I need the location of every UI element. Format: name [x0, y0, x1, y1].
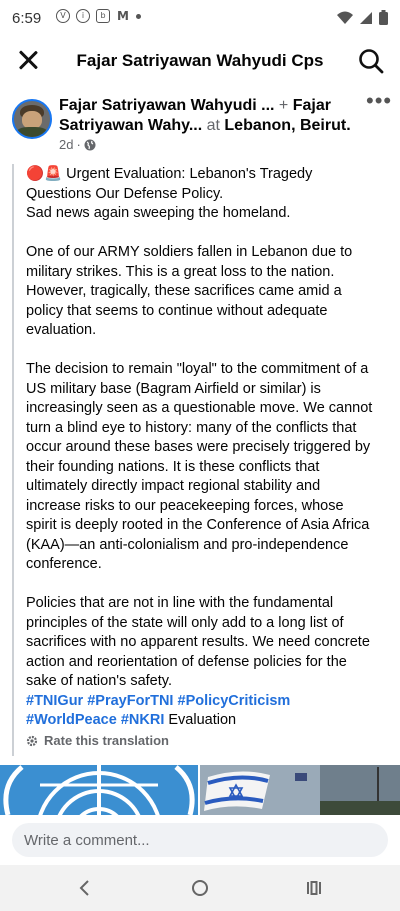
home-icon[interactable]: [191, 879, 209, 897]
back-icon[interactable]: [76, 879, 94, 897]
hashtag-link[interactable]: #PolicyCriticism: [177, 692, 291, 709]
post-images: [0, 765, 400, 815]
post-meta: [59, 137, 96, 152]
author-name[interactable]: Fajar Satriyawan Wahyudi ...: [59, 97, 275, 114]
translation-quote-bar: [12, 164, 14, 756]
wifi-icon: [337, 11, 353, 25]
post-headline: Urgent Evaluation: Lebanon's Tragedy Questions Our Defense Policy.: [26, 166, 313, 202]
meta-separator: ·: [76, 137, 81, 152]
location-link[interactable]: Lebanon, Beirut.: [224, 117, 351, 134]
system-navigation-bar: [0, 865, 400, 911]
gear-icon: [26, 735, 38, 747]
un-emblem-image[interactable]: [0, 765, 198, 815]
post-body: [26, 165, 378, 731]
signal-icon: [359, 11, 373, 25]
clipboard-icon: b: [96, 9, 110, 23]
alert-emoji: 🔴🚨: [26, 166, 63, 182]
hashtag-link[interactable]: #WorldPeace: [26, 712, 117, 728]
hashtag-link[interactable]: #TNIGur: [26, 692, 84, 709]
post-title-line: [26, 165, 378, 204]
plus-sign: +: [278, 97, 289, 114]
page-title: Fajar Satriyawan Wahyudi Cps: [76, 51, 324, 70]
post-authors: [59, 96, 359, 136]
rate-translation-button[interactable]: [26, 733, 169, 748]
coauthor-rest[interactable]: Satriyawan Wahy...: [59, 117, 203, 134]
post-time[interactable]: 2d: [59, 137, 74, 152]
recents-icon[interactable]: [305, 879, 323, 897]
israeli-flag-image[interactable]: [200, 765, 400, 815]
info-icon: i: [76, 9, 90, 23]
globe-icon: [84, 139, 96, 151]
hashtags: [26, 692, 378, 731]
search-icon[interactable]: [356, 46, 386, 76]
battery-icon: [379, 10, 388, 25]
at-label: at: [206, 117, 220, 134]
post-paragraph-2: The decision to remain "loyal" to the commitment of a US military base (Bagram Airfield or similar) is increasingly seen as a questionable move. We cannot turn a blind eye to history: many of the conflicts that occur around these bases were precisely triggered by their founding nations. It is these conflicts that ultimately directly impact regional stability and increase risks to our peacekeeping forces, whose spirit is deeply rooted in the Conference of Asia Africa (KAA)—an anti-colonialism and pro-independence conference.: [26, 361, 373, 572]
trailing-text: Evaluation: [168, 712, 237, 728]
notification-icons: [56, 9, 141, 23]
post-line-2: Sad news again sweeping the homeland.: [26, 205, 291, 221]
post-header: [0, 88, 400, 156]
post-paragraph-3: Policies that are not in line with the fundamental principles of the state will only add to a long list of sacrifices with no apparent results. We need concrete action and reorientation of defense policies for the sake of nation's safety.: [26, 595, 370, 689]
rate-translation-label: Rate this translation: [44, 733, 169, 748]
avatar[interactable]: [12, 99, 52, 139]
gmail-icon: M: [117, 9, 129, 23]
comment-input[interactable]: [12, 823, 388, 857]
status-time: 6:59: [12, 10, 42, 27]
app-bar: [0, 40, 400, 82]
more-options-icon[interactable]: •••: [366, 88, 393, 113]
hashtag-link[interactable]: #NKRI: [120, 712, 165, 728]
vpn-icon: V: [56, 9, 70, 23]
status-bar: [0, 0, 400, 38]
post-paragraph-1: One of our ARMY soldiers fallen in Lebanon due to military strikes. This is a great loss to the nation. However, tragically, these sacrifices came amid a policy that seems to continue without adequate evaluation.: [26, 244, 353, 338]
comment-bar: [0, 815, 400, 865]
coauthor-first[interactable]: Fajar: [292, 97, 331, 114]
close-icon[interactable]: [14, 46, 42, 74]
dot-icon: [136, 14, 141, 19]
hashtag-link[interactable]: #PrayForTNI: [87, 692, 174, 709]
system-icons: [337, 10, 388, 25]
